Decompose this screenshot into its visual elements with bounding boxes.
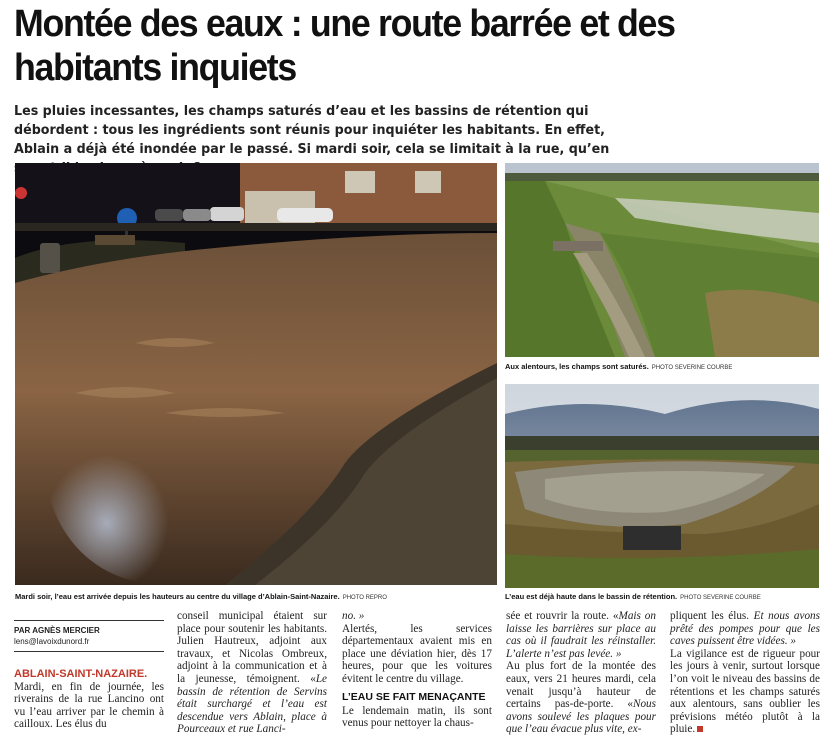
column-2-quote: Le bassin de rétention de Servins était surchargé et l’eau est descendue vers Ablain, place à Pourceaux et rue Lanci-: [177, 672, 327, 736]
column-4-quote-b: Nous avons soulevé les plaques pour que l’eau évacue plus vite, ex-: [506, 698, 656, 736]
dateline: ABLAIN-SAINT-NAZAIRE.: [14, 668, 148, 680]
byline-bottom-rule: [14, 651, 164, 652]
column-4-paragraph-b: [506, 660, 656, 736]
fields-credit: PHOTO SEVERINE COURBE: [651, 365, 733, 371]
column-5: [670, 610, 820, 736]
author-email[interactable]: lens@lavoixdunord.fr: [14, 637, 90, 646]
column-4-text-a: sée et rouvrir la route. «: [506, 610, 619, 622]
column-5-quote: Et nous avons prêté des pompes pour que les caves puissent être vidées. »: [670, 610, 820, 648]
subhead: L’EAU SE FAIT MENAÇANTE: [342, 690, 486, 703]
basin-photo-caption: [505, 592, 761, 603]
headline: Montée des eaux : une route barrée et des habitants inquiets: [14, 3, 675, 89]
main-credit: PHOTO REPRO: [342, 595, 387, 601]
column-1-paragraph: [14, 668, 164, 731]
column-2-text: conseil municipal étaient sur place pour soutenir les habitants. Julien Hautreux, adjoint aux travaux, et Nicolas Ombreux, adjoint à la communication et à la jeunesse, témoignent. «: [177, 610, 327, 685]
column-3-paragraph-b: Le lendemain matin, ils sont venus pour nettoyer la chaus-: [342, 704, 492, 730]
column-3-quote-end: no. »: [342, 610, 365, 622]
column-3-text-a: Alertés, les services départementaux avaient mis en place une déviation hier, dès 17 heures, pour que les voitures évitent le centre du village.: [342, 622, 492, 685]
column-2-paragraph: [177, 610, 327, 736]
fields-caption-text: Aux alentours, les champs sont saturés.: [505, 362, 649, 371]
fields-photo-caption: [505, 362, 732, 373]
column-4-paragraph-a: [506, 610, 656, 660]
column-5-paragraph-b: [670, 648, 820, 736]
column-5-paragraph-a: [670, 610, 820, 648]
column-5-text-a: pliquent les élus.: [670, 610, 750, 622]
main-photo-caption: [15, 592, 387, 603]
basin-photo: [505, 384, 819, 588]
column-1-text: Mardi, en fin de journée, les riverains de la rue Lancino ont vu l’eau arriver par le chemin à cailloux. Les élus du: [14, 680, 164, 731]
byline: PAR AGNÈS MERCIER: [14, 626, 100, 635]
byline-top-rule: [14, 620, 164, 621]
column-2: [177, 610, 327, 736]
column-5-text-b: La vigilance est de rigueur pour les jours à venir, surtout lorsque l’on voit le niveau des bassins de rétentions et les champs saturés aux alentours, sans oublier les prévisions météo plutôt à la pluie.: [670, 647, 820, 736]
main-caption-text: Mardi soir, l’eau est arrivée depuis les hauteurs au centre du village d’Ablain-Saint-Nazaire.: [15, 592, 340, 601]
column-1: [14, 668, 164, 731]
column-3-paragraph-a: [342, 610, 492, 686]
fields-photo: [505, 163, 819, 357]
column-4-text-b: Au plus fort de la montée des eaux, vers 21 heures mardi, cela venait jusqu’à hauteur de certains pas-de-porte. «: [506, 660, 656, 711]
basin-credit: PHOTO SEVERINE COURBE: [680, 595, 761, 601]
column-4-quote-a: Mais on laisse les barrières sur place au cas où il faudrait les réinstaller. L’alerte n’est pas levée. »: [506, 610, 656, 660]
lede: Les pluies incessantes, les champs saturés d’eau et les bassins de rétention qui débordent : tous les ingrédients sont réunis pour inquiéter les habitants. En effet, Ablain a déjà été inondée par le passé. Si mardi soir, cela se limitait à la rue, qu’en: [14, 103, 610, 157]
column-3: [342, 610, 492, 730]
column-4: [506, 610, 656, 736]
basin-caption-text: L’eau est déjà haute dans le bassin de rétention.: [505, 592, 678, 601]
end-mark-icon: [697, 726, 703, 732]
main-photo: [15, 163, 497, 585]
